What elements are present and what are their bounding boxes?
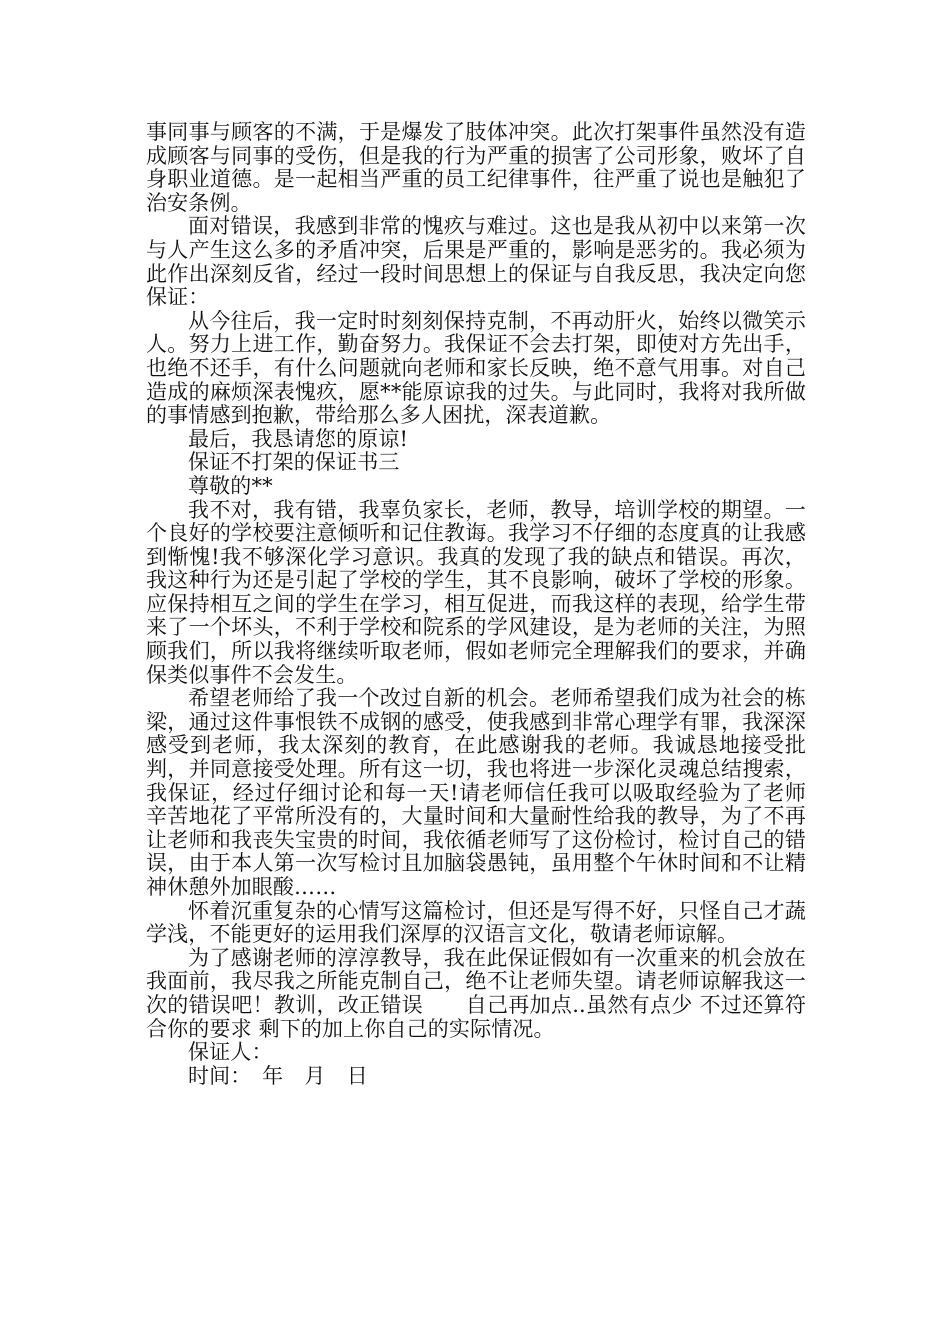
document-page (146, 121, 806, 1088)
paragraph-promise: 从今往后，我一定时时刻刻保持克制，不再动肝火，始终以微笑示人。努力上进工作，勤奋努力。我保证不会去打架，即使对方先出手，也绝不还手，有什么问题就向老师和家长反映，绝不意气用事。对自己造成的麻烦深表愧疚，愿**能原谅我的过失。与此同时，我将对我所做的事情感到抱歉，带给那么多人困扰，深表道歉。 (146, 308, 806, 428)
guarantor-line: 保证人： (188, 1040, 273, 1065)
paragraph-closing-plea: 最后，我恳请您的原谅! (188, 426, 409, 451)
paragraph-confession: 我不对，我有错，我辜负家长，老师，教导，培训学校的期望。一个良好的学校要注意倾听和记住教诲。我学习不仔细的态度真的让我感到惭愧!我不够深化学习意识。我真的发现了我的缺点和错误。再次，我这种行为还是引起了学校的学生，其不良影响，破坏了学校的形象。应保持相互之间的学生在学习，相互促进，而我这样的表现，给学生带来了一个坏头，不利于学校和院系的学风建设，是为老师的关注，为照顾我们，所以我将继续听取老师，假如老师完全理解我们的要求，并确保类似事件不会发生。 (146, 497, 806, 687)
paragraph-heavy-heart: 怀着沉重复杂的心情写这篇检讨，但还是写得不好，只怪自己才蔬学浅，不能更好的运用我们深厚的汉语言文化，敬请老师谅解。 (146, 898, 806, 947)
paragraph-facing-mistake: 面对错误，我感到非常的愧疚与难过。这也是我从初中以来第一次与人产生这么多的矛盾冲突，后果是严重的，影响是恶劣的。我必须为此作出深刻反省，经过一段时间思想上的保证与自我反思，我决定向您保证： (146, 214, 806, 310)
section-heading: 保证不打架的保证书三 (188, 450, 400, 475)
paragraph-intro-continuation: 事同事与顾客的不满，于是爆发了肢体冲突。此次打架事件虽然没有造成顾客与同事的受伤，但是我的行为严重的损害了公司形象，败坏了自身职业道德。是一起相当严重的员工纪律事件，往严重了说也是触犯了治安条例。 (146, 120, 806, 215)
paragraph-hope: 希望老师给了我一个改过自新的机会。老师希望我们成为社会的栋梁，通过这件事恨铁不成钢的感受，使我感到非常心理学有罪，我深深感受到老师，我太深刻的教育，在此感谢我的老师。我诚恳地接受批判，并同意接受处理。所有这一切，我也将进一步深化灵魂总结搜索，我保证，经过仔细讨论和每一天!请老师信任我可以吸取经验为了老师辛苦地花了平常所没有的，大量时间和大量耐性给我的教导，为了不再让老师和我丧失宝贵的时间，我依循老师写了这份检讨，检讨自己的错误，由于本人第一次写检讨且加脑袋愚钝，虽用整个午休时间和不让精神休憩外加眼酸…… (146, 686, 806, 899)
paragraph-gratitude: 为了感谢老师的淳淳教导，我在此保证假如有一次重来的机会放在我面前，我尽我之所能克制自己，绝不让老师失望。请老师谅解我这一次的错误吧！教训，改正错误 自己再加点..虽然有点少 不过还算符合你的要求 剩下的加上你自己的实际情况。 (146, 945, 806, 1041)
date-line: 时间： 年 月 日 (188, 1063, 368, 1088)
salutation: 尊敬的** (188, 473, 273, 498)
